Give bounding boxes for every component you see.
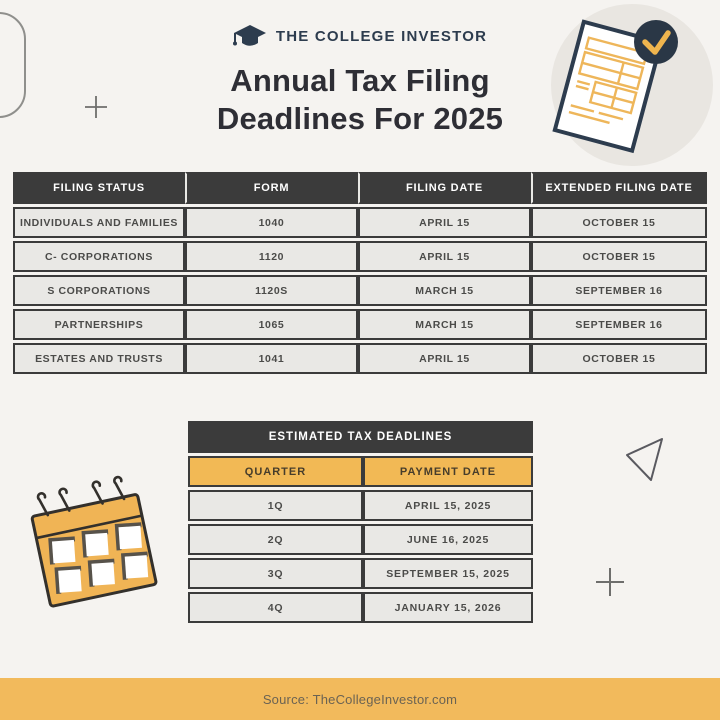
column-header: FILING STATUS: [13, 172, 185, 204]
page-title: [0, 62, 720, 138]
table-cell: INDIVIDUALS AND FAMILIES: [13, 207, 185, 238]
table-cell: 3Q: [188, 558, 363, 589]
table-row: [13, 309, 707, 340]
table-cell: 1120S: [185, 275, 358, 306]
table-cell: SEPTEMBER 16: [531, 275, 707, 306]
estimated-table-body: [188, 490, 533, 623]
table-cell: PARTNERSHIPS: [13, 309, 185, 340]
table-cell: OCTOBER 15: [531, 207, 707, 238]
footer: [0, 678, 720, 720]
graduation-cap-icon: [233, 23, 267, 50]
plus-icon: [595, 567, 625, 597]
table-row: [188, 524, 533, 555]
table-cell: 2Q: [188, 524, 363, 555]
table-cell: 1Q: [188, 490, 363, 521]
table-row: [188, 490, 533, 521]
estimated-table-header-row: [188, 456, 533, 487]
table-cell: APRIL 15: [358, 207, 531, 238]
table-row: [13, 241, 707, 272]
estimated-table-title-row: [188, 421, 533, 453]
table-cell: JUNE 16, 2025: [363, 524, 533, 555]
page-title-line2: Deadlines For 2025: [216, 101, 504, 136]
page-title-line1: Annual Tax Filing: [230, 63, 490, 98]
column-header: FILING DATE: [358, 172, 531, 204]
table-cell: OCTOBER 15: [531, 343, 707, 374]
table-cell: C- CORPORATIONS: [13, 241, 185, 272]
table-cell: MARCH 15: [358, 275, 531, 306]
column-header: PAYMENT DATE: [363, 456, 533, 487]
table-cell: ESTATES AND TRUSTS: [13, 343, 185, 374]
table-cell: JANUARY 15, 2026: [363, 592, 533, 623]
column-header: QUARTER: [188, 456, 363, 487]
table-cell: 1065: [185, 309, 358, 340]
table-cell: APRIL 15: [358, 343, 531, 374]
source-text: Source: TheCollegeInvestor.com: [262, 691, 458, 707]
estimated-table-title: ESTIMATED TAX DEADLINES: [188, 421, 533, 453]
column-header: EXTENDED FILING DATE: [531, 172, 707, 204]
table-row: [13, 343, 707, 374]
column-header: FORM: [185, 172, 358, 204]
brand-header: [0, 23, 720, 50]
filing-deadlines-table: [13, 169, 707, 377]
filing-table-body: [13, 207, 707, 374]
table-cell: SEPTEMBER 15, 2025: [363, 558, 533, 589]
table-cell: 1120: [185, 241, 358, 272]
table-cell: OCTOBER 15: [531, 241, 707, 272]
brand-name: THE COLLEGE INVESTOR: [275, 28, 488, 45]
table-row: [188, 558, 533, 589]
table-cell: MARCH 15: [358, 309, 531, 340]
calendar-icon: [25, 460, 165, 610]
table-cell: APRIL 15, 2025: [363, 490, 533, 521]
table-cell: 1040: [185, 207, 358, 238]
table-cell: 1041: [185, 343, 358, 374]
table-cell: 4Q: [188, 592, 363, 623]
table-cell: APRIL 15: [358, 241, 531, 272]
table-row: [13, 275, 707, 306]
triangle-icon: [618, 430, 673, 486]
filing-table-header-row: [13, 172, 707, 204]
table-row: [13, 207, 707, 238]
table-row: [188, 592, 533, 623]
table-cell: SEPTEMBER 16: [531, 309, 707, 340]
table-cell: S CORPORATIONS: [13, 275, 185, 306]
estimated-tax-table: [188, 418, 533, 626]
